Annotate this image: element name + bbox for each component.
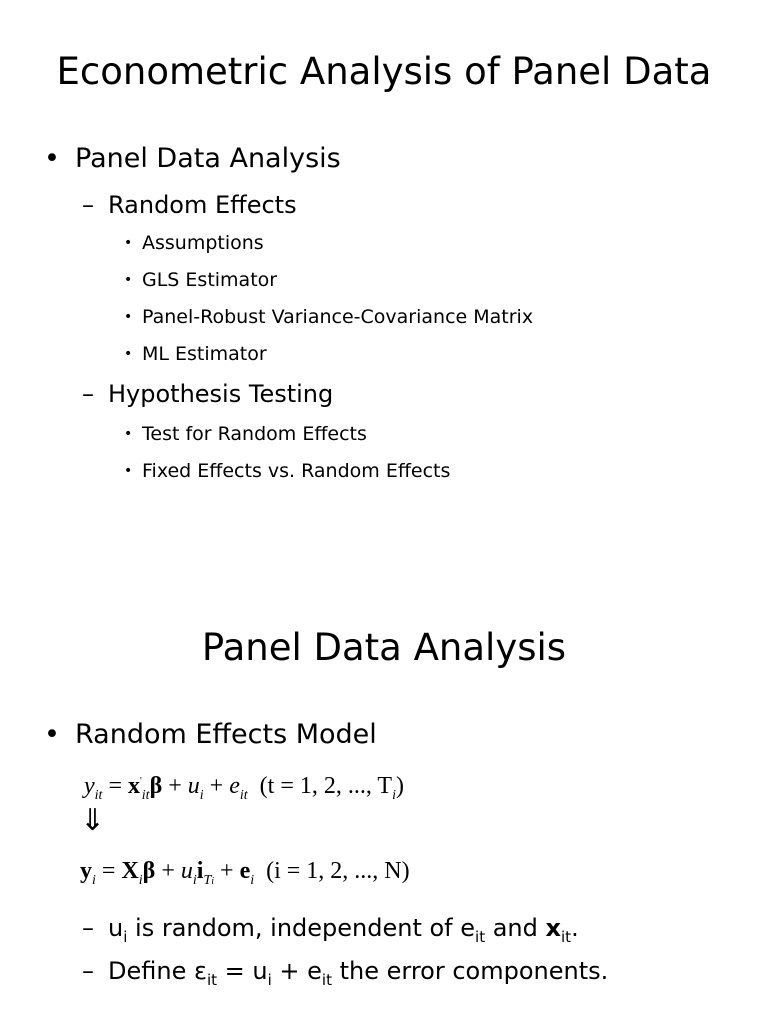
subbullet-random-effects	[82, 190, 297, 220]
list-item: • Assumptions	[124, 232, 264, 254]
equation-range: (t = 1, 2, ..., T	[259, 773, 393, 799]
dash-marker: –	[82, 957, 94, 985]
point-u-random: – $u_i$ is random, independent of $e_{it}$ and $x_{it}$.	[82, 914, 579, 946]
subbullet-label: Random Effects	[108, 191, 297, 219]
bullet-dot: •	[44, 143, 60, 174]
dash-marker: –	[82, 191, 94, 219]
bullet-label: Random Effects Model	[75, 719, 377, 750]
bullet-panel-data-analysis	[44, 143, 341, 175]
bullet-label: Panel Data Analysis	[75, 143, 341, 174]
list-item: • Panel-Robust Variance-Covariance Matrix	[124, 306, 534, 328]
subbullet-hypothesis-testing	[82, 379, 333, 409]
list-item: • Test for Random Effects	[124, 423, 367, 445]
slide-1-title: Econometric Analysis of Panel Data	[56, 50, 712, 93]
point-define-error: – Define $\varepsilon_{it} = u_i + e_{it}$ the error components.	[82, 957, 609, 989]
dash-marker: –	[82, 380, 94, 408]
list-item: • ML Estimator	[124, 343, 267, 365]
equation-vector-model: $y_i = X_i\beta + u_ii_{Ti} + e_i$ (i = 1, 2, ..., N)	[80, 858, 410, 888]
bullet-dot: •	[44, 719, 60, 750]
slide-2-title: Panel Data Analysis	[201, 626, 567, 669]
implies-arrow-icon: ⇓	[80, 803, 106, 838]
bullet-random-effects-model	[44, 719, 377, 751]
list-item: • Fixed Effects vs. Random Effects	[124, 460, 451, 482]
equation-scalar-model: $y_{it} = x'_{it}\beta + u_i + e_{it}$ (t = 1, 2, ..., $T_i$)	[84, 773, 404, 803]
equation-range: (i = 1, 2, ..., N)	[266, 858, 410, 884]
dash-marker: –	[82, 914, 94, 942]
subbullet-label: Hypothesis Testing	[108, 380, 334, 408]
list-item: • GLS Estimator	[124, 269, 278, 291]
slide-2	[0, 600, 768, 1024]
